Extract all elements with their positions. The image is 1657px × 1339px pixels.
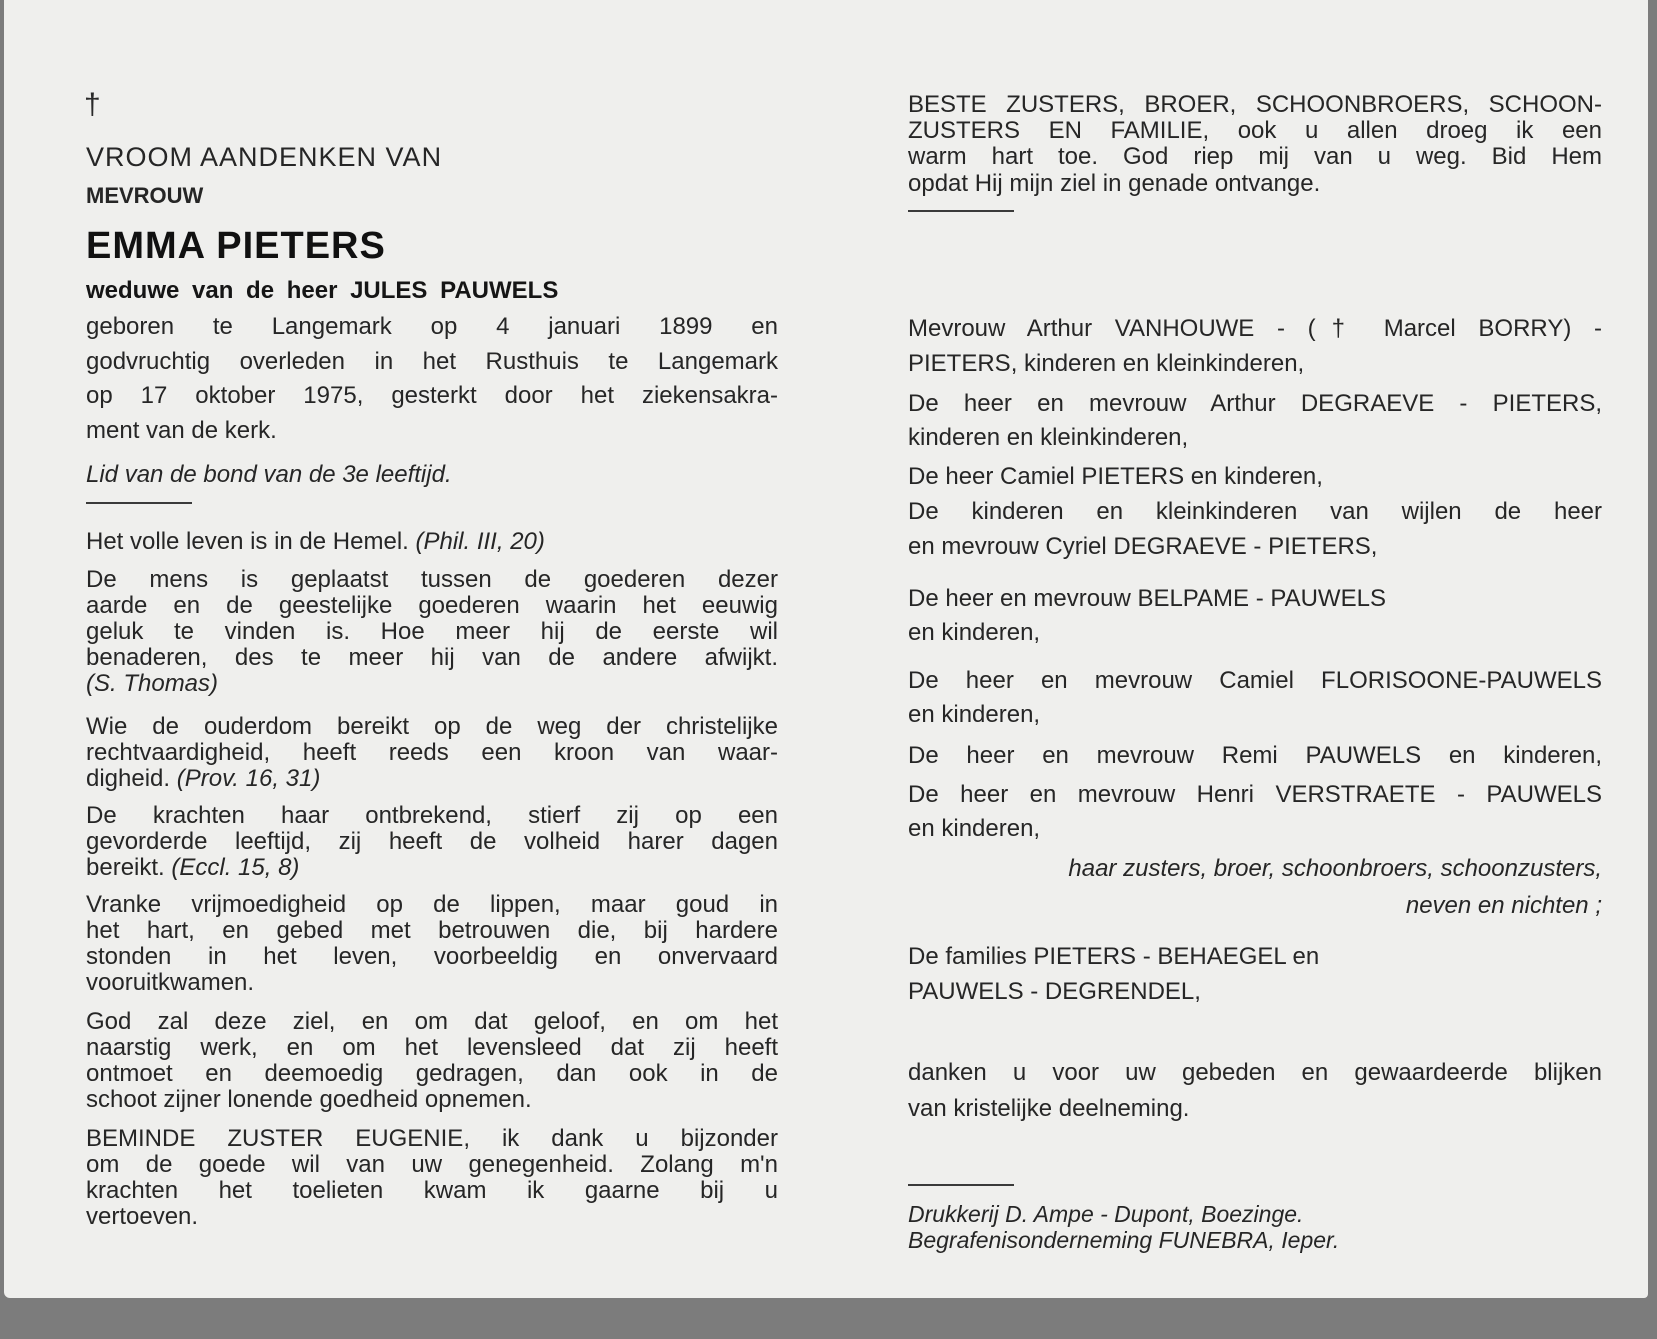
mourner-line: en kinderen, (908, 701, 1041, 728)
cross-icon: † (84, 88, 101, 121)
mourner-line: Mevrouw Arthur VANHOUWE - († Marcel BORRY) - (908, 315, 1602, 342)
widow-of: weduwe van de heer JULES PAUWELS (86, 277, 559, 304)
quote-line: bereikt. (Eccl. 15, 8) (86, 854, 300, 881)
bio-line: godvruchtig overleden in het Rusthuis te Langemark (86, 348, 778, 375)
quote-line: digheid. (Prov. 16, 31) (86, 765, 321, 792)
quote-ref: (Eccl. 15, 8) (171, 854, 300, 881)
quote-line: vooruitkwamen. (86, 969, 255, 996)
message-line: opdat Hij mijn ziel in genade ontvange. (908, 170, 1321, 197)
bio-line: ment van de kerk. (86, 417, 277, 444)
message-line: vertoeven. (86, 1203, 199, 1230)
thanks-line: danken u voor uw gebeden en gewaardeerde blijken (908, 1059, 1602, 1086)
separator (908, 210, 1014, 212)
message-line: warm hart toe. God riep mij van u weg. Bid Hem (908, 143, 1602, 170)
mourner-line: en kinderen, (908, 619, 1041, 646)
mourner-line: De heer Camiel PIETERS en kinderen, (908, 463, 1323, 490)
quote-line: stonden in het leven, voorbeeldig en onvervaard (86, 943, 778, 970)
mourner-line: en kinderen, (908, 815, 1041, 842)
quote-line: Het volle leven is in de Hemel. (Phil. III, 20) (86, 528, 545, 555)
relations-line: neven en nichten ; (1405, 892, 1602, 919)
message-line: ZUSTERS EN FAMILIE, ook u allen droeg ik een (908, 117, 1602, 144)
quote-line: het hart, en gebed met betrouwen die, bij hardere (86, 917, 778, 944)
quote-line: ontmoet en deemoedig gedragen, dan ook in de (86, 1060, 778, 1087)
mourner-line: De heer en mevrouw Remi PAUWELS en kinderen, (908, 742, 1602, 769)
families-line: De families PIETERS - BEHAEGEL en (908, 943, 1320, 970)
memorial-card (4, 0, 1648, 1298)
separator (86, 502, 192, 504)
quote-line: aarde en de geestelijke goederen waarin het eeuwig (86, 592, 778, 619)
mourner-line: PIETERS, kinderen en kleinkinderen, (908, 350, 1305, 377)
quote-line: geluk te vinden is. Hoe meer hij de eerste wil (86, 618, 778, 645)
undertaker-credit: Begrafenisonderneming FUNEBRA, Ieper. (908, 1227, 1340, 1253)
bio-line: op 17 oktober 1975, gesterkt door het ziekensakra- (86, 382, 778, 409)
quote-line: schoot zijner lonende goedheid opnemen. (86, 1086, 532, 1113)
separator (908, 1184, 1014, 1186)
quote-line: Wie de ouderdom bereikt op de weg der christelijke (86, 713, 778, 740)
quote-line: benaderen, des te meer hij van de andere afwijkt. (86, 644, 778, 671)
quote-line: rechtvaardigheid, heeft reeds een kroon van waar- (86, 739, 778, 766)
mourner-line: De heer en mevrouw BELPAME - PAUWELS (908, 585, 1386, 612)
quote-ref: (S. Thomas) (86, 670, 219, 697)
quote-line: gevorderde leeftijd, zij heeft de volheid harer dagen (86, 828, 778, 855)
quote-ref: (Phil. III, 20) (415, 528, 545, 555)
quote-line: De mens is geplaatst tussen de goederen dezer (86, 566, 778, 593)
mourner-line: De heer en mevrouw Camiel FLORISOONE-PAUWELS (908, 667, 1602, 694)
quote-ref: (Prov. 16, 31) (176, 765, 321, 792)
message-line: om de goede wil van uw genegenheid. Zolang m'n (86, 1151, 778, 1178)
thanks-line: van kristelijke deelneming. (908, 1095, 1190, 1122)
salutation: MEVROUW (86, 183, 204, 208)
heading: VROOM AANDENKEN VAN (86, 142, 443, 172)
mourner-line: De heer en mevrouw Arthur DEGRAEVE - PIETERS, (908, 390, 1602, 417)
relations-line: haar zusters, broer, schoonbroers, schoonzusters, (1068, 855, 1602, 882)
bio-line: geboren te Langemark op 4 januari 1899 en (86, 313, 778, 340)
quote-line: De krachten haar ontbrekend, stierf zij op een (86, 802, 778, 829)
quote-line: God zal deze ziel, en om dat geloof, en om het (86, 1008, 778, 1035)
membership: Lid van de bond van de 3e leeftijd. (86, 461, 452, 488)
mourner-line: en mevrouw Cyriel DEGRAEVE - PIETERS, (908, 533, 1378, 560)
message-line: BESTE ZUSTERS, BROER, SCHOONBROERS, SCHOON- (908, 91, 1602, 118)
quote-line: naarstig werk, en om het levensleed dat zij heeft (86, 1034, 778, 1061)
deceased-name: EMMA PIETERS (86, 225, 386, 267)
mourner-line: kinderen en kleinkinderen, (908, 424, 1189, 451)
message-line: krachten het toelieten kwam ik gaarne bij u (86, 1177, 778, 1204)
message-line: BEMINDE ZUSTER EUGENIE, ik dank u bijzonder (86, 1125, 778, 1152)
printer-credit: Drukkerij D. Ampe - Dupont, Boezinge. (908, 1201, 1304, 1227)
quote-line: Vranke vrijmoedigheid op de lippen, maar goud in (86, 891, 778, 918)
families-line: PAUWELS - DEGRENDEL, (908, 978, 1201, 1005)
mourner-line: De kinderen en kleinkinderen van wijlen de heer (908, 498, 1602, 525)
mourner-line: De heer en mevrouw Henri VERSTRAETE - PAUWELS (908, 781, 1602, 808)
